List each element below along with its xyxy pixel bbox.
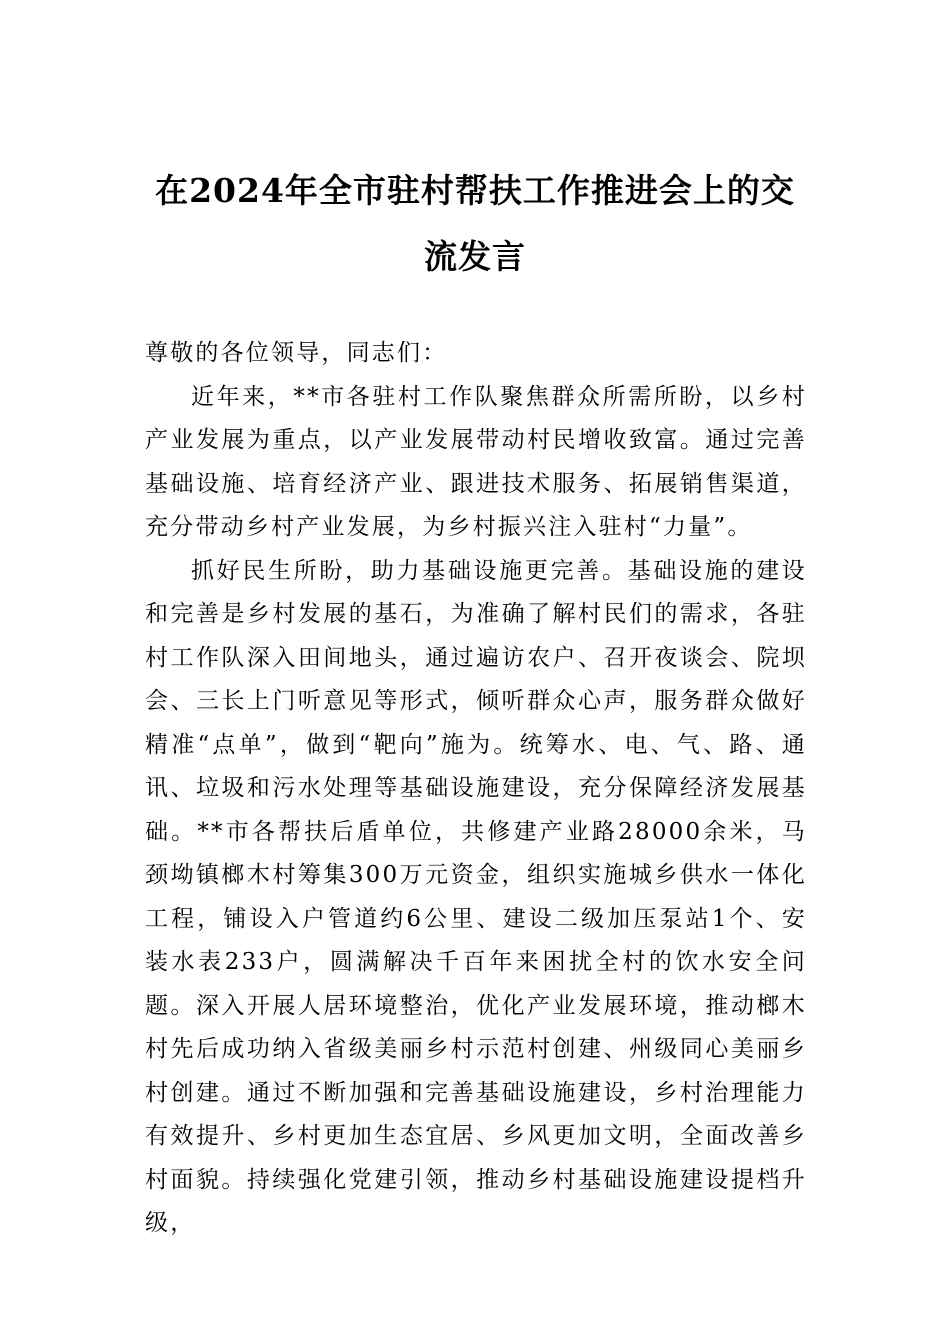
page-title: 在2024年全市驻村帮扶工作推进会上的交流发言 bbox=[155, 171, 795, 276]
paragraph-infrastructure: 抓好民生所盼，助力基础设施更完善。基础设施的建设和完善是乡村发展的基石，为准确了解村民们的需求，各驻村工作队深入田间地头，通过遍访农户、召开夜谈会、院坝会、三长上门听意见等形式，倾听群众心声，服务群众做好精准“点单”，做到“靶向”施为。统筹水、电、气、路、通讯、垃圾和污水处理等基础设施建设，充分保障经济发展基础。**市各帮扶后盾单位，共修建产业路28000余米，马颈坳镇榔木村筹集300万元资金，组织实施城乡供水一体化工程，铺设入户管道约6公里、建设二级加压泵站1个、安装水表233户，圆满解决千百年来困扰全村的饮水安全问题。深入开展人居环境整治，优化产业发展环境，推动榔木村先后成功纳入省级美丽乡村示范村创建、州级同心美丽乡村创建。通过不断加强和完善基础设施建设，乡村治理能力有效提升、乡村更加生态宜居、乡风更加文明，全面改善乡村面貌。持续强化党建引领，推动乡村基础设施建设提档升级， bbox=[145, 557, 807, 1236]
document-body bbox=[145, 332, 807, 1246]
salutation: 尊敬的各位领导，同志们： bbox=[145, 340, 448, 366]
paragraph-intro: 近年来，**市各驻村工作队聚焦群众所需所盼，以乡村产业发展为重点，以产业发展带动村民增收致富。通过完善基础设施、培育经济产业、跟进技术服务、拓展销售渠道，充分带动乡村产业发展，为乡村振兴注入驻村“力量”。 bbox=[145, 383, 807, 540]
